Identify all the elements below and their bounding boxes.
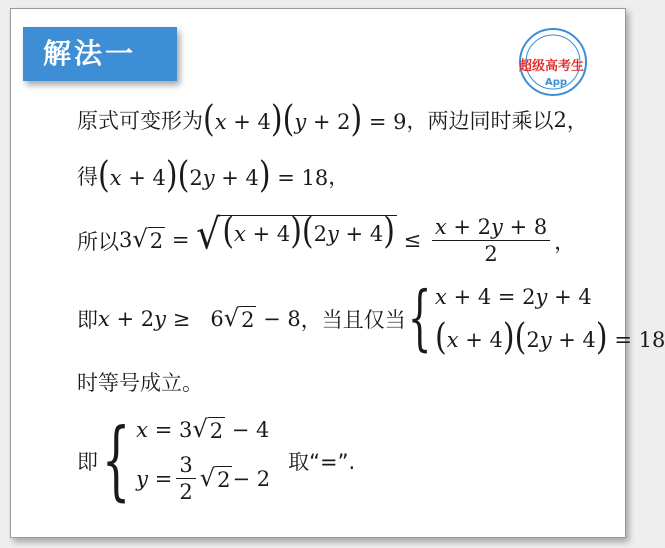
line-4: 即 x + 2y ≥ 6 √ 2 − 8 ，当且仅当 { x + 4 = 2y + 4 (x + 4)(2y + 4) = 18: [77, 277, 665, 360]
line-6: 即 { x = 3 √ 2 − 4 y = $\frac{3}{2}$ √ 2 − 2 取“=”.: [77, 410, 356, 511]
line-5: 时等号成立。: [77, 371, 203, 395]
line-3: 所以 3 √ 2 = √ (x + 4)(2y + 4) ≤ $\frac{x + 2y + 8}{2}$ ，: [77, 209, 576, 267]
solution-card: [10, 8, 665, 538]
logo-text: 超级高考生: [519, 59, 585, 74]
line-1: 原式可变形为 (x + 4)(y + 2) = 9 ，两边同时乘以 2 ，: [77, 98, 588, 141]
section-title: 解法一: [23, 27, 177, 81]
logo-sub: App: [545, 77, 568, 88]
line-2: 得 (x + 4)(2y + 4) = 18 ，: [77, 154, 350, 197]
app-logo: [511, 23, 595, 101]
